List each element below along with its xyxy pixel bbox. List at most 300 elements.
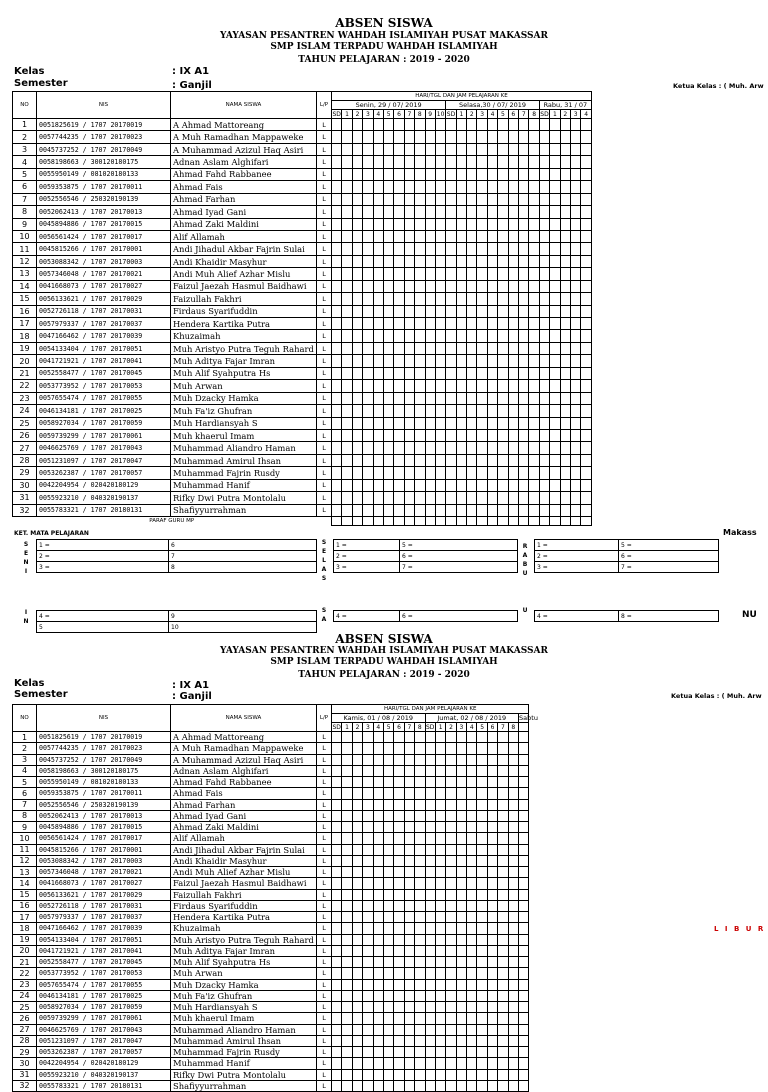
attendance-cell[interactable] xyxy=(363,1080,373,1091)
attendance-cell[interactable] xyxy=(581,392,592,404)
attendance-cell[interactable] xyxy=(581,454,592,466)
attendance-cell[interactable] xyxy=(446,799,456,810)
attendance-cell[interactable] xyxy=(477,1035,487,1046)
attendance-cell[interactable] xyxy=(560,454,570,466)
attendance-cell[interactable] xyxy=(467,912,477,923)
attendance-cell[interactable] xyxy=(529,131,539,143)
attendance-cell[interactable] xyxy=(363,867,373,878)
attendance-cell[interactable] xyxy=(519,131,529,143)
attendance-cell[interactable] xyxy=(352,822,362,833)
attendance-cell[interactable] xyxy=(581,305,592,317)
attendance-cell[interactable] xyxy=(415,442,425,454)
attendance-cell[interactable] xyxy=(415,1002,425,1013)
attendance-cell[interactable] xyxy=(487,454,497,466)
attendance-cell[interactable] xyxy=(519,912,529,923)
attendance-cell[interactable] xyxy=(342,833,352,844)
attendance-cell[interactable] xyxy=(342,454,352,466)
attendance-cell[interactable] xyxy=(581,504,592,516)
paraf-cell[interactable] xyxy=(581,517,592,526)
attendance-cell[interactable] xyxy=(404,405,414,417)
attendance-cell[interactable] xyxy=(435,765,445,776)
attendance-cell[interactable] xyxy=(508,504,518,516)
attendance-cell[interactable] xyxy=(477,743,487,754)
attendance-cell[interactable] xyxy=(435,968,445,979)
attendance-cell[interactable] xyxy=(342,168,352,180)
attendance-cell[interactable] xyxy=(498,119,508,131)
attendance-cell[interactable] xyxy=(498,844,508,855)
attendance-cell[interactable] xyxy=(498,131,508,143)
attendance-cell[interactable] xyxy=(373,1069,383,1080)
attendance-cell[interactable] xyxy=(332,355,342,367)
attendance-cell[interactable] xyxy=(539,504,549,516)
attendance-cell[interactable] xyxy=(352,923,362,934)
attendance-cell[interactable] xyxy=(415,754,425,765)
attendance-cell[interactable] xyxy=(435,405,445,417)
attendance-cell[interactable] xyxy=(508,255,518,267)
attendance-cell[interactable] xyxy=(539,367,549,379)
attendance-cell[interactable] xyxy=(435,844,445,855)
attendance-cell[interactable] xyxy=(467,833,477,844)
attendance-cell[interactable] xyxy=(404,979,414,990)
attendance-cell[interactable] xyxy=(508,1035,518,1046)
attendance-cell[interactable] xyxy=(446,193,456,205)
attendance-cell[interactable] xyxy=(446,855,456,866)
attendance-cell[interactable] xyxy=(425,492,435,504)
attendance-cell[interactable] xyxy=(519,442,529,454)
attendance-cell[interactable] xyxy=(446,990,456,1001)
attendance-cell[interactable] xyxy=(477,492,487,504)
attendance-cell[interactable] xyxy=(342,777,352,788)
attendance-cell[interactable] xyxy=(487,934,497,945)
attendance-cell[interactable] xyxy=(332,392,342,404)
attendance-cell[interactable] xyxy=(446,429,456,441)
attendance-cell[interactable] xyxy=(342,979,352,990)
attendance-cell[interactable] xyxy=(467,193,477,205)
attendance-cell[interactable] xyxy=(467,367,477,379)
attendance-cell[interactable] xyxy=(560,255,570,267)
attendance-cell[interactable] xyxy=(508,1002,518,1013)
attendance-cell[interactable] xyxy=(519,367,529,379)
attendance-cell[interactable] xyxy=(415,923,425,934)
attendance-cell[interactable] xyxy=(425,1047,435,1058)
attendance-cell[interactable] xyxy=(487,844,497,855)
attendance-cell[interactable] xyxy=(332,218,342,230)
attendance-cell[interactable] xyxy=(519,1024,529,1035)
attendance-cell[interactable] xyxy=(550,504,560,516)
attendance-cell[interactable] xyxy=(446,889,456,900)
attendance-cell[interactable] xyxy=(435,1058,445,1069)
attendance-cell[interactable] xyxy=(404,255,414,267)
attendance-cell[interactable] xyxy=(487,945,497,956)
attendance-cell[interactable] xyxy=(467,743,477,754)
attendance-cell[interactable] xyxy=(394,743,404,754)
attendance-cell[interactable] xyxy=(373,380,383,392)
attendance-cell[interactable] xyxy=(415,900,425,911)
attendance-cell[interactable] xyxy=(519,143,529,155)
attendance-cell[interactable] xyxy=(425,206,435,218)
attendance-cell[interactable] xyxy=(477,968,487,979)
attendance-cell[interactable] xyxy=(446,206,456,218)
attendance-cell[interactable] xyxy=(332,342,342,354)
attendance-cell[interactable] xyxy=(498,1058,508,1069)
attendance-cell[interactable] xyxy=(456,181,466,193)
attendance-cell[interactable] xyxy=(446,844,456,855)
attendance-cell[interactable] xyxy=(435,230,445,242)
attendance-cell[interactable] xyxy=(373,268,383,280)
attendance-cell[interactable] xyxy=(394,206,404,218)
attendance-cell[interactable] xyxy=(550,392,560,404)
attendance-cell[interactable] xyxy=(456,156,466,168)
attendance-cell[interactable] xyxy=(404,193,414,205)
attendance-cell[interactable] xyxy=(404,206,414,218)
attendance-cell[interactable] xyxy=(383,268,393,280)
attendance-cell[interactable] xyxy=(332,1058,342,1069)
attendance-cell[interactable] xyxy=(550,193,560,205)
attendance-cell[interactable] xyxy=(425,957,435,968)
attendance-cell[interactable] xyxy=(456,1047,466,1058)
attendance-cell[interactable] xyxy=(498,442,508,454)
attendance-cell[interactable] xyxy=(415,934,425,945)
attendance-cell[interactable] xyxy=(373,143,383,155)
attendance-cell[interactable] xyxy=(487,417,497,429)
attendance-cell[interactable] xyxy=(519,810,529,821)
attendance-cell[interactable] xyxy=(332,255,342,267)
attendance-cell[interactable] xyxy=(415,1024,425,1035)
attendance-cell[interactable] xyxy=(581,206,592,218)
attendance-cell[interactable] xyxy=(383,822,393,833)
attendance-cell[interactable] xyxy=(425,454,435,466)
attendance-cell[interactable] xyxy=(394,968,404,979)
attendance-cell[interactable] xyxy=(404,1013,414,1024)
attendance-cell[interactable] xyxy=(415,833,425,844)
attendance-cell[interactable] xyxy=(560,181,570,193)
attendance-cell[interactable] xyxy=(342,230,352,242)
paraf-cell[interactable] xyxy=(352,517,362,526)
attendance-cell[interactable] xyxy=(456,833,466,844)
attendance-cell[interactable] xyxy=(425,218,435,230)
attendance-cell[interactable] xyxy=(415,193,425,205)
attendance-cell[interactable] xyxy=(394,392,404,404)
attendance-cell[interactable] xyxy=(519,1047,529,1058)
attendance-cell[interactable] xyxy=(519,454,529,466)
attendance-cell[interactable] xyxy=(435,243,445,255)
attendance-cell[interactable] xyxy=(342,330,352,342)
attendance-cell[interactable] xyxy=(519,923,529,934)
attendance-cell[interactable] xyxy=(332,1069,342,1080)
attendance-cell[interactable] xyxy=(415,380,425,392)
attendance-cell[interactable] xyxy=(383,934,393,945)
attendance-cell[interactable] xyxy=(415,979,425,990)
attendance-cell[interactable] xyxy=(570,119,580,131)
attendance-cell[interactable] xyxy=(352,889,362,900)
attendance-cell[interactable] xyxy=(477,181,487,193)
attendance-cell[interactable] xyxy=(487,193,497,205)
attendance-cell[interactable] xyxy=(477,193,487,205)
attendance-cell[interactable] xyxy=(342,934,352,945)
attendance-cell[interactable] xyxy=(508,119,518,131)
attendance-cell[interactable] xyxy=(519,968,529,979)
attendance-cell[interactable] xyxy=(352,479,362,491)
attendance-cell[interactable] xyxy=(404,318,414,330)
attendance-cell[interactable] xyxy=(415,492,425,504)
attendance-cell[interactable] xyxy=(435,889,445,900)
attendance-cell[interactable] xyxy=(508,1013,518,1024)
attendance-cell[interactable] xyxy=(477,243,487,255)
attendance-cell[interactable] xyxy=(404,923,414,934)
attendance-cell[interactable] xyxy=(435,754,445,765)
attendance-cell[interactable] xyxy=(425,732,435,743)
attendance-cell[interactable] xyxy=(467,765,477,776)
attendance-cell[interactable] xyxy=(477,1013,487,1024)
attendance-cell[interactable] xyxy=(363,417,373,429)
paraf-cell[interactable] xyxy=(435,517,445,526)
attendance-cell[interactable] xyxy=(560,318,570,330)
attendance-cell[interactable] xyxy=(498,392,508,404)
attendance-cell[interactable] xyxy=(550,280,560,292)
attendance-cell[interactable] xyxy=(373,156,383,168)
paraf-cell[interactable] xyxy=(425,517,435,526)
attendance-cell[interactable] xyxy=(519,844,529,855)
attendance-cell[interactable] xyxy=(498,305,508,317)
attendance-cell[interactable] xyxy=(519,305,529,317)
attendance-cell[interactable] xyxy=(415,355,425,367)
attendance-cell[interactable] xyxy=(404,945,414,956)
attendance-cell[interactable] xyxy=(467,168,477,180)
attendance-cell[interactable] xyxy=(446,156,456,168)
attendance-cell[interactable] xyxy=(560,504,570,516)
attendance-cell[interactable] xyxy=(467,131,477,143)
attendance-cell[interactable] xyxy=(404,380,414,392)
attendance-cell[interactable] xyxy=(394,822,404,833)
attendance-cell[interactable] xyxy=(519,889,529,900)
attendance-cell[interactable] xyxy=(446,1002,456,1013)
attendance-cell[interactable] xyxy=(352,230,362,242)
attendance-cell[interactable] xyxy=(342,799,352,810)
attendance-cell[interactable] xyxy=(332,280,342,292)
attendance-cell[interactable] xyxy=(415,405,425,417)
attendance-cell[interactable] xyxy=(477,442,487,454)
attendance-cell[interactable] xyxy=(498,867,508,878)
attendance-cell[interactable] xyxy=(425,968,435,979)
attendance-cell[interactable] xyxy=(529,318,539,330)
attendance-cell[interactable] xyxy=(373,280,383,292)
attendance-cell[interactable] xyxy=(539,293,549,305)
attendance-cell[interactable] xyxy=(467,810,477,821)
attendance-cell[interactable] xyxy=(498,912,508,923)
attendance-cell[interactable] xyxy=(529,268,539,280)
attendance-cell[interactable] xyxy=(487,168,497,180)
attendance-cell[interactable] xyxy=(508,392,518,404)
attendance-cell[interactable] xyxy=(435,504,445,516)
attendance-cell[interactable] xyxy=(550,367,560,379)
attendance-cell[interactable] xyxy=(363,979,373,990)
attendance-cell[interactable] xyxy=(508,168,518,180)
attendance-cell[interactable] xyxy=(570,454,580,466)
attendance-cell[interactable] xyxy=(550,405,560,417)
attendance-cell[interactable] xyxy=(352,934,362,945)
attendance-cell[interactable] xyxy=(404,777,414,788)
attendance-cell[interactable] xyxy=(560,131,570,143)
attendance-cell[interactable] xyxy=(477,168,487,180)
attendance-cell[interactable] xyxy=(529,504,539,516)
attendance-cell[interactable] xyxy=(446,777,456,788)
attendance-cell[interactable] xyxy=(498,193,508,205)
attendance-cell[interactable] xyxy=(456,131,466,143)
attendance-cell[interactable] xyxy=(467,979,477,990)
attendance-cell[interactable] xyxy=(394,912,404,923)
attendance-cell[interactable] xyxy=(352,867,362,878)
attendance-cell[interactable] xyxy=(508,810,518,821)
attendance-cell[interactable] xyxy=(550,330,560,342)
attendance-cell[interactable] xyxy=(519,181,529,193)
attendance-cell[interactable] xyxy=(404,1047,414,1058)
attendance-cell[interactable] xyxy=(363,833,373,844)
attendance-cell[interactable] xyxy=(352,743,362,754)
attendance-cell[interactable] xyxy=(560,305,570,317)
attendance-cell[interactable] xyxy=(477,945,487,956)
attendance-cell[interactable] xyxy=(363,957,373,968)
attendance-cell[interactable] xyxy=(519,467,529,479)
attendance-cell[interactable] xyxy=(519,318,529,330)
attendance-cell[interactable] xyxy=(498,255,508,267)
attendance-cell[interactable] xyxy=(519,765,529,776)
attendance-cell[interactable] xyxy=(446,945,456,956)
attendance-cell[interactable] xyxy=(508,467,518,479)
attendance-cell[interactable] xyxy=(394,168,404,180)
attendance-cell[interactable] xyxy=(373,934,383,945)
attendance-cell[interactable] xyxy=(498,833,508,844)
attendance-cell[interactable] xyxy=(467,181,477,193)
attendance-cell[interactable] xyxy=(529,417,539,429)
attendance-cell[interactable] xyxy=(394,143,404,155)
attendance-cell[interactable] xyxy=(425,143,435,155)
attendance-cell[interactable] xyxy=(467,504,477,516)
attendance-cell[interactable] xyxy=(560,492,570,504)
attendance-cell[interactable] xyxy=(332,143,342,155)
attendance-cell[interactable] xyxy=(529,392,539,404)
attendance-cell[interactable] xyxy=(446,280,456,292)
attendance-cell[interactable] xyxy=(342,1013,352,1024)
attendance-cell[interactable] xyxy=(508,990,518,1001)
attendance-cell[interactable] xyxy=(363,143,373,155)
attendance-cell[interactable] xyxy=(550,429,560,441)
attendance-cell[interactable] xyxy=(383,255,393,267)
attendance-cell[interactable] xyxy=(570,131,580,143)
attendance-cell[interactable] xyxy=(467,1080,477,1091)
attendance-cell[interactable] xyxy=(373,318,383,330)
attendance-cell[interactable] xyxy=(467,268,477,280)
attendance-cell[interactable] xyxy=(373,1013,383,1024)
attendance-cell[interactable] xyxy=(425,855,435,866)
attendance-cell[interactable] xyxy=(352,912,362,923)
attendance-cell[interactable] xyxy=(560,405,570,417)
attendance-cell[interactable] xyxy=(446,355,456,367)
attendance-cell[interactable] xyxy=(425,754,435,765)
attendance-cell[interactable] xyxy=(352,206,362,218)
attendance-cell[interactable] xyxy=(332,754,342,765)
attendance-cell[interactable] xyxy=(508,342,518,354)
attendance-cell[interactable] xyxy=(446,342,456,354)
attendance-cell[interactable] xyxy=(467,900,477,911)
attendance-cell[interactable] xyxy=(539,255,549,267)
attendance-cell[interactable] xyxy=(456,168,466,180)
attendance-cell[interactable] xyxy=(519,878,529,889)
attendance-cell[interactable] xyxy=(342,810,352,821)
attendance-cell[interactable] xyxy=(425,330,435,342)
attendance-cell[interactable] xyxy=(456,318,466,330)
attendance-cell[interactable] xyxy=(477,1002,487,1013)
attendance-cell[interactable] xyxy=(415,243,425,255)
attendance-cell[interactable] xyxy=(498,367,508,379)
attendance-cell[interactable] xyxy=(394,855,404,866)
attendance-cell[interactable] xyxy=(446,743,456,754)
attendance-cell[interactable] xyxy=(477,1058,487,1069)
attendance-cell[interactable] xyxy=(425,1035,435,1046)
attendance-cell[interactable] xyxy=(383,732,393,743)
attendance-cell[interactable] xyxy=(508,934,518,945)
attendance-cell[interactable] xyxy=(404,392,414,404)
attendance-cell[interactable] xyxy=(446,255,456,267)
attendance-cell[interactable] xyxy=(498,822,508,833)
attendance-cell[interactable] xyxy=(415,218,425,230)
attendance-cell[interactable] xyxy=(415,143,425,155)
attendance-cell[interactable] xyxy=(498,417,508,429)
attendance-cell[interactable] xyxy=(498,230,508,242)
attendance-cell[interactable] xyxy=(539,280,549,292)
attendance-cell[interactable] xyxy=(435,1013,445,1024)
attendance-cell[interactable] xyxy=(446,143,456,155)
attendance-cell[interactable] xyxy=(373,255,383,267)
attendance-cell[interactable] xyxy=(363,923,373,934)
attendance-cell[interactable] xyxy=(363,900,373,911)
attendance-cell[interactable] xyxy=(425,367,435,379)
attendance-cell[interactable] xyxy=(560,156,570,168)
attendance-cell[interactable] xyxy=(508,1058,518,1069)
attendance-cell[interactable] xyxy=(446,822,456,833)
attendance-cell[interactable] xyxy=(352,280,362,292)
attendance-cell[interactable] xyxy=(477,255,487,267)
attendance-cell[interactable] xyxy=(342,968,352,979)
attendance-cell[interactable] xyxy=(425,131,435,143)
attendance-cell[interactable] xyxy=(508,454,518,466)
attendance-cell[interactable] xyxy=(529,479,539,491)
attendance-cell[interactable] xyxy=(446,754,456,765)
attendance-cell[interactable] xyxy=(446,467,456,479)
attendance-cell[interactable] xyxy=(539,417,549,429)
attendance-cell[interactable] xyxy=(435,392,445,404)
attendance-cell[interactable] xyxy=(467,218,477,230)
attendance-cell[interactable] xyxy=(456,1002,466,1013)
attendance-cell[interactable] xyxy=(415,788,425,799)
attendance-cell[interactable] xyxy=(332,743,342,754)
attendance-cell[interactable] xyxy=(467,889,477,900)
attendance-cell[interactable] xyxy=(425,822,435,833)
attendance-cell[interactable] xyxy=(394,1035,404,1046)
attendance-cell[interactable] xyxy=(519,934,529,945)
paraf-cell[interactable] xyxy=(477,517,487,526)
attendance-cell[interactable] xyxy=(456,765,466,776)
attendance-cell[interactable] xyxy=(425,119,435,131)
attendance-cell[interactable] xyxy=(560,330,570,342)
attendance-cell[interactable] xyxy=(498,957,508,968)
attendance-cell[interactable] xyxy=(519,822,529,833)
attendance-cell[interactable] xyxy=(373,442,383,454)
attendance-cell[interactable] xyxy=(363,255,373,267)
attendance-cell[interactable] xyxy=(529,230,539,242)
attendance-cell[interactable] xyxy=(404,442,414,454)
attendance-cell[interactable] xyxy=(519,979,529,990)
attendance-cell[interactable] xyxy=(363,243,373,255)
